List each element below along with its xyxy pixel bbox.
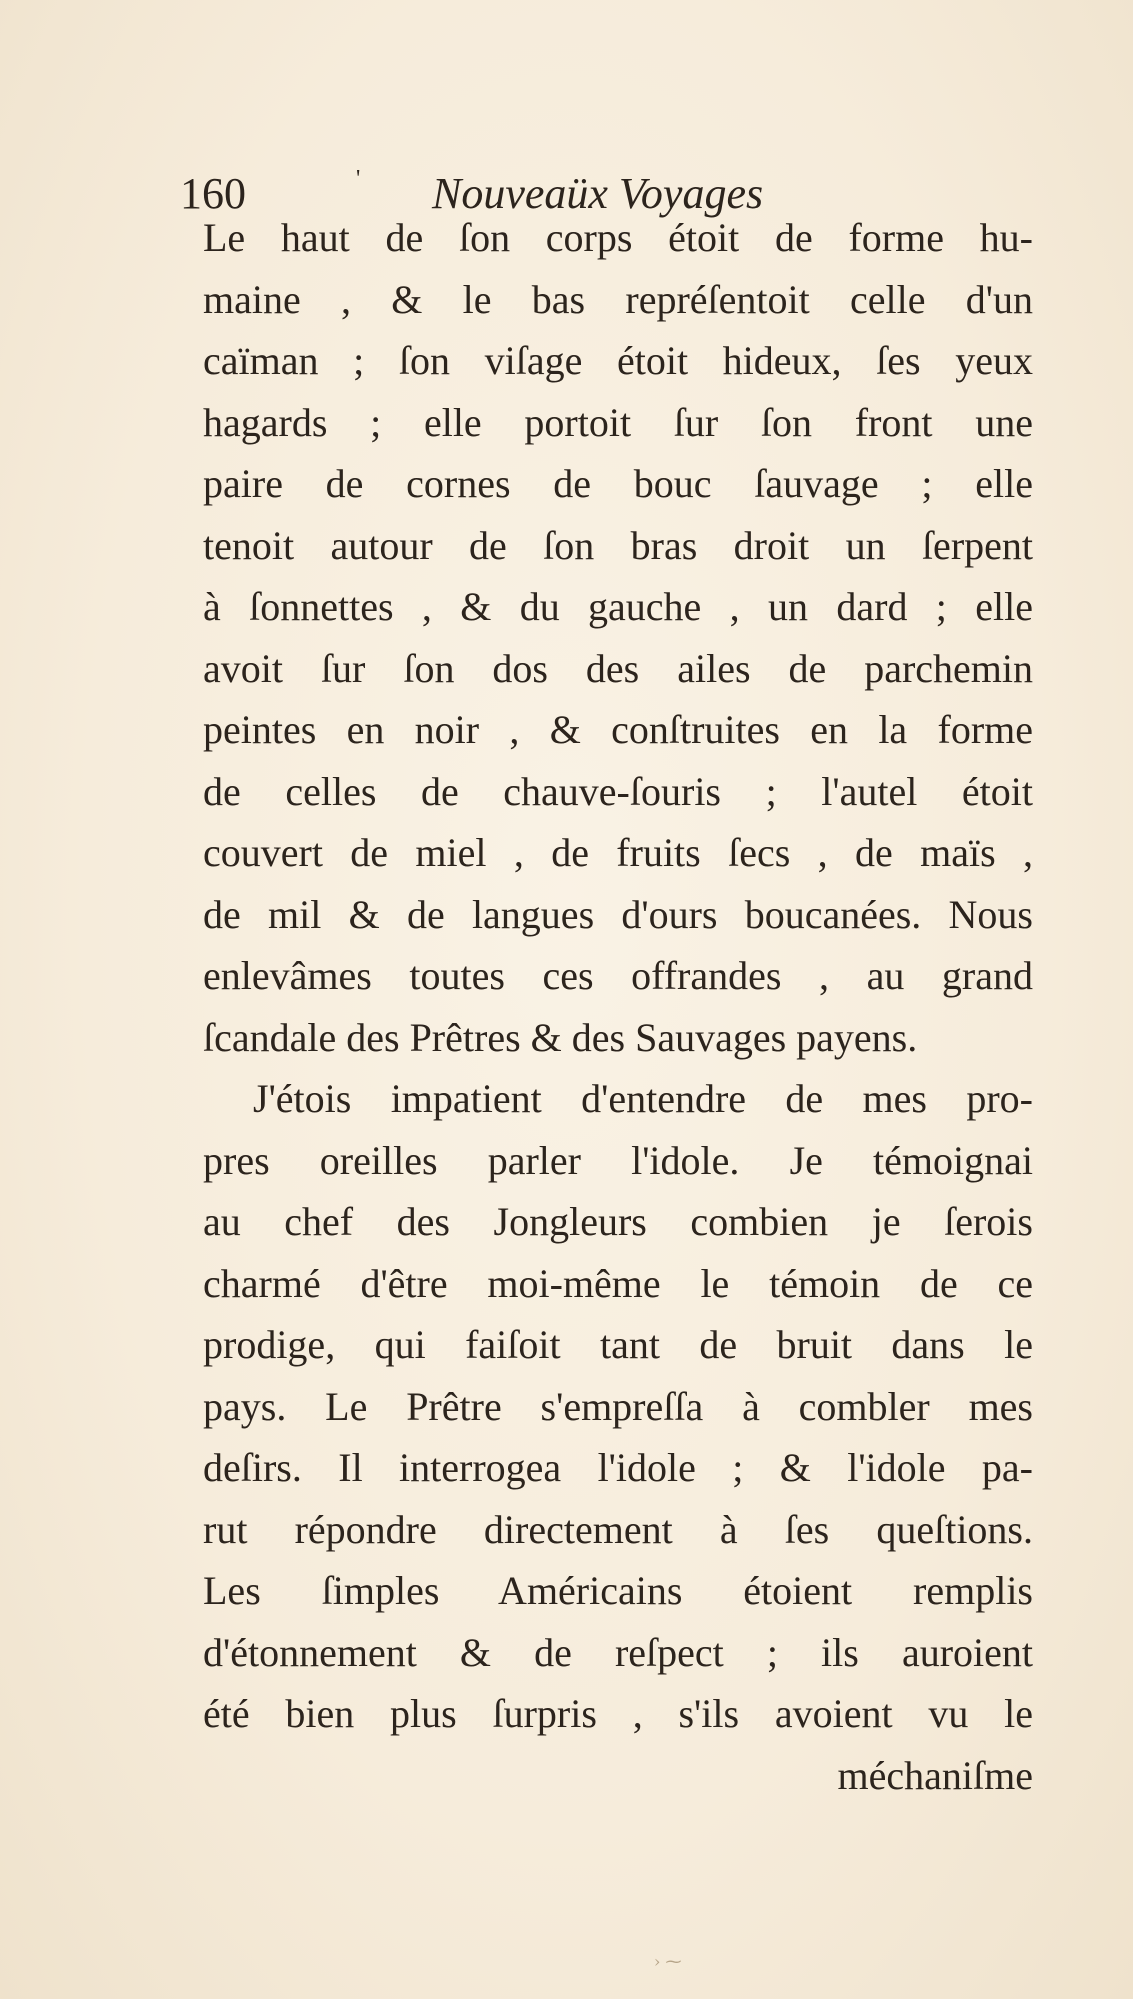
text-line: pres oreilles parler l'idole. Je témoignai	[203, 1137, 1033, 1183]
text-line: de mil & de langues d'ours boucanées. Nous	[203, 891, 1033, 937]
text-line: paire de cornes de bouc ſauvage ; elle	[203, 461, 1033, 506]
text-line: à ſonnettes , & du gauche , un dard ; elle	[203, 584, 1033, 629]
body-text	[203, 207, 1033, 1806]
text-line: caïman ; ſon viſage étoit hideux, ſes yeux	[203, 338, 1033, 383]
text-line: hagards ; elle portoit ſur ſon front une	[203, 399, 1033, 445]
text-line: J'étois impatient d'entendre de mes pro-	[253, 1076, 1033, 1121]
text-line: Le haut de ſon corps étoit de forme hu-	[203, 215, 1033, 260]
text-line: couvert de miel , de fruits ſecs , de maïs ,	[203, 830, 1033, 875]
text-line: rut répondre directement à ſes queſtions.	[203, 1506, 1033, 1552]
text-line: Les ſimples Américains étoient remplis	[203, 1568, 1033, 1613]
header-ornament: '	[356, 166, 361, 192]
text-line: maine , & le bas repréſentoit celle d'un	[203, 276, 1033, 322]
text-line: pays. Le Prêtre s'empreſſa à combler mes	[203, 1383, 1033, 1429]
text-line: prodige, qui faiſoit tant de bruit dans le	[203, 1322, 1033, 1367]
text-line: d'étonnement & de reſpect ; ils auroient	[203, 1629, 1033, 1675]
text-line: ſcandale des Prêtres & des Sauvages payens.	[203, 1014, 918, 1060]
text-line: au chef des Jongleurs combien je ſerois	[203, 1199, 1033, 1244]
footer-mark: › ⁓	[654, 1952, 682, 1971]
text-line: tenoit autour de ſon bras droit un ſerpent	[203, 522, 1033, 568]
catchword: méchaniſme	[837, 1752, 1033, 1798]
text-line: charmé d'être moi-même le témoin de ce	[203, 1260, 1033, 1306]
text-line: de celles de chauve-ſouris ; l'autel étoit	[203, 768, 1033, 814]
page-number: 160	[180, 169, 246, 218]
running-title: Nouveaüx Voyages	[432, 169, 764, 218]
text-line: avoit ſur ſon dos des ailes de parchemin	[203, 645, 1033, 691]
text-line: deſirs. Il interrogea l'idole ; & l'idole pa-	[203, 1445, 1033, 1490]
text-line: enlevâmes toutes ces offrandes , au grand	[203, 953, 1033, 998]
text-line: été bien plus ſurpris , s'ils avoient vu le	[203, 1691, 1033, 1736]
text-line: peintes en noir , & conſtruites en la forme	[203, 707, 1033, 752]
